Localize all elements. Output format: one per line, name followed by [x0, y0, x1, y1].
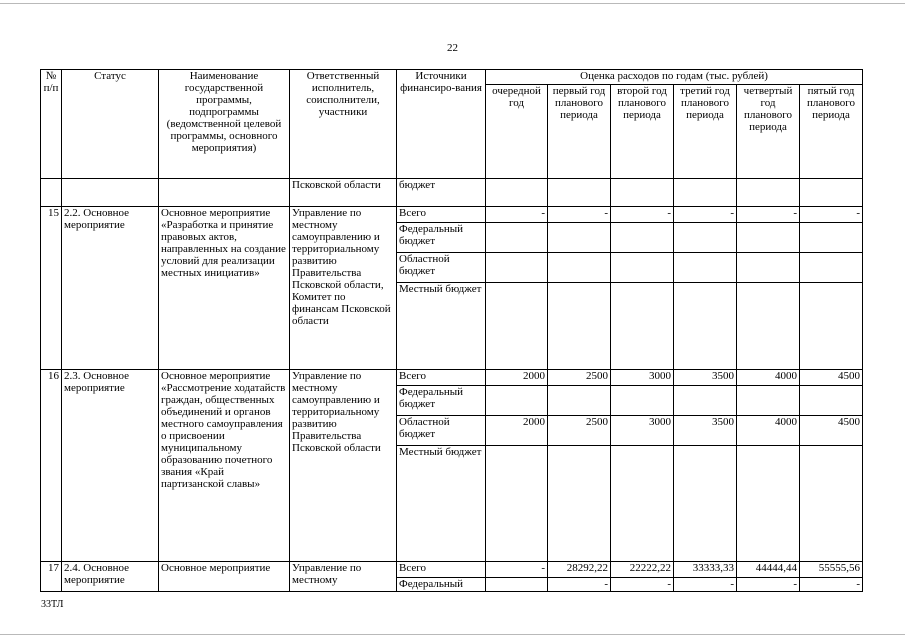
value-cell [800, 283, 863, 370]
value-cell: 3500 [674, 370, 737, 386]
table-cell [548, 179, 611, 207]
value-cell [737, 223, 800, 253]
name-cell: Основное мероприятие [159, 562, 290, 592]
value-cell: 2000 [486, 416, 548, 446]
value-cell [737, 283, 800, 370]
footer-code: 33ТЛ [41, 599, 64, 610]
table-row [41, 562, 863, 578]
value-cell [486, 253, 548, 283]
value-cell: - [800, 207, 863, 223]
header-year: первый год планового периода [548, 85, 611, 179]
header-status: Статус [62, 70, 159, 179]
value-cell: 2000 [486, 370, 548, 386]
page-number: 22 [447, 42, 458, 54]
value-cell: - [674, 207, 737, 223]
executor-cell: Управление по местному самоуправлению и территориальному развитию Правительства Псковской области, Комитет по финансам Псковской области [290, 207, 397, 370]
header-year: третий год планового периода [674, 85, 737, 179]
value-cell [611, 386, 674, 416]
row-number: 15 [41, 207, 62, 370]
value-cell [674, 223, 737, 253]
status-cell: 2.4. Основное мероприятие [62, 562, 159, 592]
header-year: пятый год планового периода [800, 85, 863, 179]
value-cell [611, 446, 674, 562]
value-cell [674, 253, 737, 283]
value-cell: 4500 [800, 370, 863, 386]
table-cell [800, 179, 863, 207]
value-cell [674, 446, 737, 562]
value-cell [486, 283, 548, 370]
value-cell: 2500 [548, 416, 611, 446]
table-cell [737, 179, 800, 207]
value-cell [548, 253, 611, 283]
value-cell: - [486, 207, 548, 223]
value-cell [737, 386, 800, 416]
value-cell [486, 386, 548, 416]
header-year: очередной год [486, 85, 548, 179]
name-cell: Основное мероприятие «Рассмотрение ходатайств граждан, общественных объединений и органов местного самоуправления о присвоении муниципальному образованию почетного звания «Край партизанской славы» [159, 370, 290, 562]
value-cell: 28292,22 [548, 562, 611, 578]
value-cell [800, 386, 863, 416]
name-cell: Основное мероприятие «Разработка и принятие правовых актов, направленных на создание условий для реализации местных инициатив» [159, 207, 290, 370]
value-cell [737, 446, 800, 562]
scan-bottom-line [0, 634, 905, 635]
header-executor: Ответственный исполнитель, соисполнители, участники [290, 70, 397, 179]
source-cell: Всего [397, 562, 486, 578]
source-cell: Федеральный [397, 578, 486, 592]
value-cell: 4500 [800, 416, 863, 446]
value-cell: 44444,44 [737, 562, 800, 578]
table-row [41, 207, 863, 223]
expense-table [40, 69, 863, 592]
value-cell: 55555,56 [800, 562, 863, 578]
value-cell [486, 223, 548, 253]
source-cell: Областной бюджет [397, 253, 486, 283]
table-cell [41, 179, 62, 207]
value-cell: 4000 [737, 370, 800, 386]
value-cell [548, 223, 611, 253]
executor-cell: Управление по местному [290, 562, 397, 592]
header-source: Источники финансиро-вания [397, 70, 486, 179]
value-cell: - [548, 207, 611, 223]
table-cell [62, 179, 159, 207]
value-cell: - [611, 207, 674, 223]
value-cell [737, 253, 800, 283]
value-cell: - [737, 578, 800, 592]
source-cell: Федеральный бюджет [397, 223, 486, 253]
status-cell: 2.3. Основное мероприятие [62, 370, 159, 562]
table-cell [674, 179, 737, 207]
value-cell: - [611, 578, 674, 592]
value-cell: 3000 [611, 416, 674, 446]
value-cell [800, 223, 863, 253]
row-number: 16 [41, 370, 62, 562]
table-cell [159, 179, 290, 207]
value-cell: 2500 [548, 370, 611, 386]
value-cell [611, 253, 674, 283]
value-cell [486, 446, 548, 562]
value-cell [548, 446, 611, 562]
table-row [41, 370, 863, 386]
source-cell: Местный бюджет [397, 283, 486, 370]
source-cell: Федеральный бюджет [397, 386, 486, 416]
header-year: второй год планового периода [611, 85, 674, 179]
value-cell [548, 386, 611, 416]
header-num: № п/п [41, 70, 62, 179]
status-cell: 2.2. Основное мероприятие [62, 207, 159, 370]
value-cell: 3500 [674, 416, 737, 446]
value-cell [674, 386, 737, 416]
header-estimate: Оценка расходов по годам (тыс. рублей) [486, 70, 863, 85]
source-cell: Областной бюджет [397, 416, 486, 446]
row-number: 17 [41, 562, 62, 592]
value-cell: 3000 [611, 370, 674, 386]
value-cell [674, 283, 737, 370]
table-cell [486, 179, 548, 207]
value-cell: - [674, 578, 737, 592]
source-cell: Всего [397, 370, 486, 386]
table-cell [611, 179, 674, 207]
value-cell: 4000 [737, 416, 800, 446]
table-row [41, 179, 863, 207]
value-cell [548, 283, 611, 370]
executor-cell: Псковской области [290, 179, 397, 207]
executor-cell: Управление по местному самоуправлению и территориальному развитию Правительства Псковской области [290, 370, 397, 562]
header-name: Наименование государственной программы, подпрограммы (ведомственной целевой программы, основного мероприятия) [159, 70, 290, 179]
value-cell [611, 223, 674, 253]
value-cell: - [800, 578, 863, 592]
value-cell [800, 446, 863, 562]
scan-top-line [0, 3, 905, 4]
value-cell [611, 283, 674, 370]
source-cell: Местный бюджет [397, 446, 486, 562]
value-cell [800, 253, 863, 283]
value-cell: - [486, 562, 548, 578]
value-cell: - [548, 578, 611, 592]
source-cell: Всего [397, 207, 486, 223]
value-cell: 22222,22 [611, 562, 674, 578]
value-cell [486, 578, 548, 592]
header-year: четвертый год планового периода [737, 85, 800, 179]
value-cell: - [737, 207, 800, 223]
value-cell: 33333,33 [674, 562, 737, 578]
source-cell: бюджет [397, 179, 486, 207]
